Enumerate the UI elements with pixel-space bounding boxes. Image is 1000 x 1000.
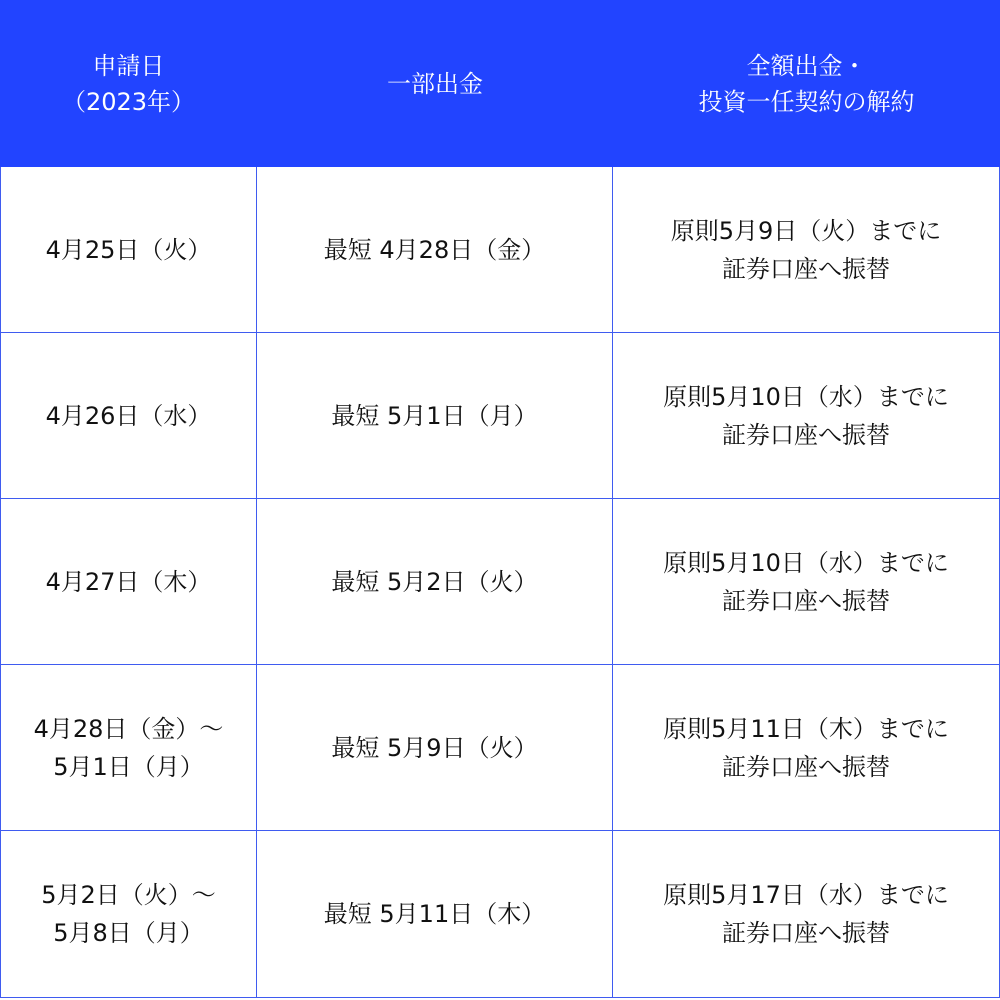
application-date-text-line-2: 5月8日（月） <box>53 919 204 947</box>
full-withdrawal-text-line-1: 原則5月10日（水）までに <box>663 548 949 577</box>
header-full-withdrawal-line-1: 全額出金・ <box>746 51 867 80</box>
header-full-withdrawal-line-2: 投資一任契約の解約 <box>698 87 915 116</box>
application-date-text: 4月25日（火） <box>45 235 212 264</box>
header-application-date-line-1: 申請日 <box>92 51 165 80</box>
cell-application-date <box>0 831 257 997</box>
table-row <box>0 499 1000 665</box>
full-withdrawal-text-line-1: 原則5月10日（水）までに <box>663 382 949 411</box>
cell-full-withdrawal <box>613 499 1000 664</box>
full-withdrawal-text-line-2: 証券口座へ振替 <box>722 752 890 781</box>
table-row <box>0 167 1000 333</box>
full-withdrawal-text-line-2: 証券口座へ振替 <box>722 254 890 283</box>
table-header-row <box>0 0 1000 167</box>
table-body <box>0 167 1000 1000</box>
table-row <box>0 665 1000 831</box>
header-partial-withdrawal-label: 一部出金 <box>387 69 483 98</box>
cell-partial-withdrawal <box>257 167 613 332</box>
header-application-date-line-2: （2023年） <box>61 87 196 116</box>
partial-withdrawal-text: 最短 5月11日（木） <box>323 900 546 928</box>
cell-partial-withdrawal <box>257 499 613 664</box>
full-withdrawal-text-line-1: 原則5月9日（火）までに <box>670 216 942 245</box>
table-row <box>0 831 1000 998</box>
table-row <box>0 333 1000 499</box>
cell-full-withdrawal <box>613 831 1000 997</box>
full-withdrawal-text-line-2: 証券口座へ振替 <box>722 586 890 615</box>
cell-application-date <box>0 499 257 664</box>
application-date-text-line-1: 4月28日（金）～ <box>33 714 224 743</box>
cell-full-withdrawal <box>613 665 1000 830</box>
header-application-date <box>0 0 257 167</box>
partial-withdrawal-text: 最短 5月1日（月） <box>331 401 538 430</box>
cell-full-withdrawal <box>613 333 1000 498</box>
partial-withdrawal-text: 最短 5月2日（火） <box>331 567 538 596</box>
cell-partial-withdrawal <box>257 665 613 830</box>
full-withdrawal-text-line-1: 原則5月17日（水）までに <box>663 881 949 909</box>
full-withdrawal-text-line-1: 原則5月11日（木）までに <box>663 714 949 743</box>
partial-withdrawal-text: 最短 5月9日（火） <box>331 733 538 762</box>
application-date-text-line-2: 5月1日（月） <box>53 752 204 781</box>
application-date-text: 4月26日（水） <box>45 401 212 430</box>
cell-application-date <box>0 167 257 332</box>
cell-partial-withdrawal <box>257 333 613 498</box>
full-withdrawal-text-line-2: 証券口座へ振替 <box>722 420 890 449</box>
partial-withdrawal-text: 最短 4月28日（金） <box>323 235 546 264</box>
cell-application-date <box>0 333 257 498</box>
cell-partial-withdrawal <box>257 831 613 997</box>
application-date-text: 4月27日（木） <box>45 567 212 596</box>
cell-full-withdrawal <box>613 167 1000 332</box>
header-partial-withdrawal <box>257 0 613 167</box>
header-full-withdrawal <box>613 0 1000 167</box>
application-date-text-line-1: 5月2日（火）～ <box>41 881 216 909</box>
full-withdrawal-text-line-2: 証券口座へ振替 <box>722 919 890 947</box>
cell-application-date <box>0 665 257 830</box>
